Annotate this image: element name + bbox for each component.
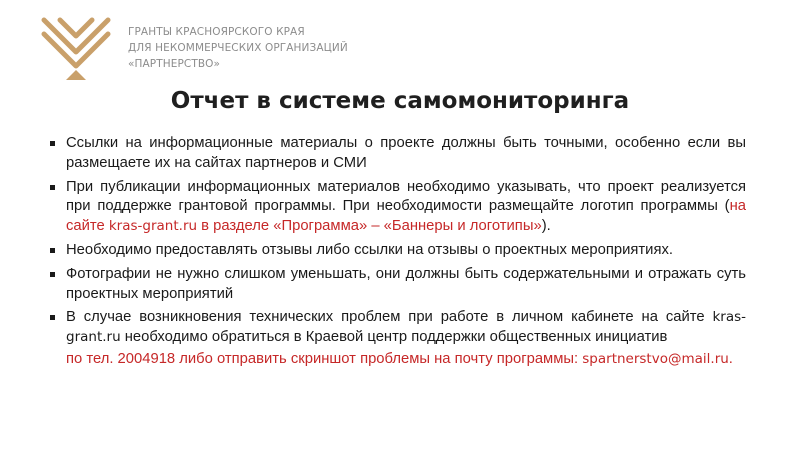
site-link[interactable]: kras-grant.ru [66, 309, 746, 346]
bullet-item-publication [48, 178, 746, 237]
bullet-text-after: необходимо обратиться в Краевой центр поддержки общественных инициатив [120, 329, 668, 346]
bullet-item-links [48, 134, 746, 174]
banner-note-suffix: в разделе «Программа» – «Баннеры и логотипы» [197, 218, 542, 235]
site-link[interactable]: kras-grant.ru [108, 218, 198, 235]
support-end: . [728, 350, 733, 367]
bullet-text: Фотографии не нужно слишком уменьшать, они должны быть содержательными и отражать суть проектных мероприятий [66, 265, 746, 302]
slide-title: Отчет в системе самомониторинга [170, 88, 630, 114]
bullet-item-reviews [48, 241, 746, 261]
support-email-link[interactable]: spartnerstvo@mail.ru [582, 350, 729, 367]
partnerstvo-logo-icon [36, 10, 116, 84]
bullet-list [48, 134, 746, 374]
bullet-text: В случае возникновения технических проблем при работе в личном кабинете на сайте [66, 309, 713, 326]
bullet-marker-icon [50, 141, 55, 146]
bullet-text: При публикации информационных материалов необходимо указывать, что проект реализуется при поддержке грантовой программы. При необходимости размещайте логотип программы ( [66, 178, 746, 215]
bullet-marker-icon [50, 272, 55, 277]
banner-note-prefix: на сайте [66, 198, 746, 235]
bullet-marker-icon [50, 185, 55, 190]
org-line-3: «ПАРТНЕРСТВО» [128, 58, 221, 70]
bullet-marker-icon [50, 248, 55, 253]
org-line-2: ДЛЯ НЕКОММЕРЧЕСКИХ ОРГАНИЗАЦИЙ [128, 42, 348, 54]
header [36, 10, 348, 84]
org-line-1: ГРАНТЫ КРАСНОЯРСКОГО КРАЯ [128, 26, 305, 38]
bullet-marker-icon [50, 315, 55, 320]
bullet-item-support [48, 308, 746, 369]
bullet-text: Необходимо предоставлять отзывы либо ссылки на отзывы о проектных мероприятиях. [66, 241, 673, 258]
bullet-item-photos [48, 265, 746, 305]
organization-name [128, 24, 348, 72]
bullet-close: ). [541, 218, 551, 235]
support-contact-line [66, 350, 746, 370]
bullet-text: Ссылки на информационные материалы о проекте должны быть точными, особенно если вы размещаете их на сайтах партнеров и СМИ [66, 135, 746, 171]
support-phone-text: по тел. 2004918 либо отправить скриншот проблемы на почту программы: [66, 350, 583, 367]
